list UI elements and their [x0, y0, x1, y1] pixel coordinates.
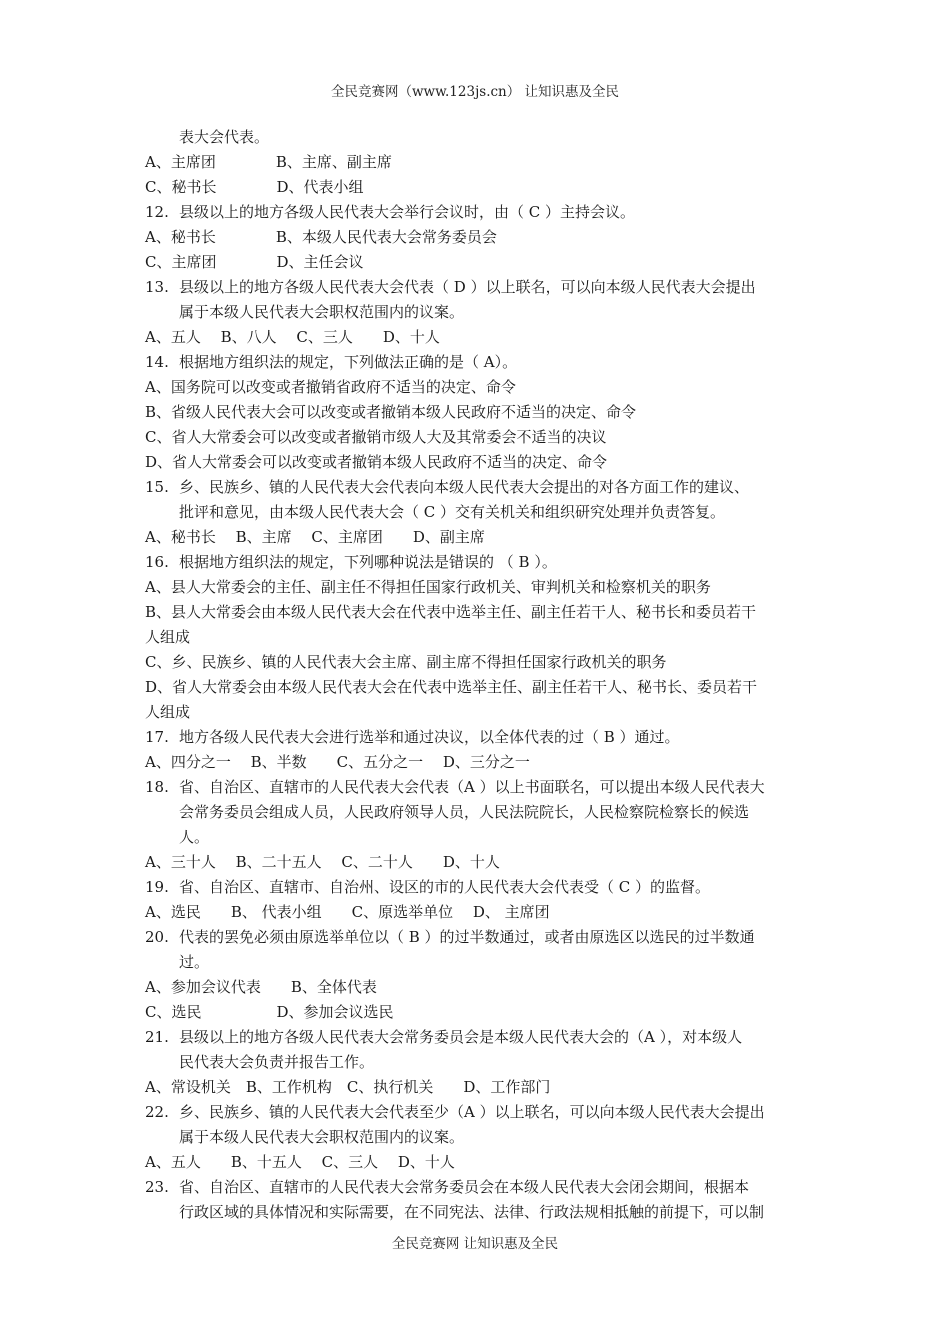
question-line — [145, 475, 815, 500]
question-text: 县级以上的地方各级人民代表大会代表（ D ）以上联名，可以向本级人民代表大会提出 — [179, 278, 756, 296]
question-continuation: 行政区域的具体情况和实际需要，在不同宪法、法律、行政法规相抵触的前提下，可以制 — [179, 1203, 765, 1221]
question-line — [145, 1175, 815, 1200]
question-number: 23. — [145, 1178, 169, 1196]
question-continuation: 民代表大会负责并报告工作。 — [179, 1053, 375, 1071]
option-line: A、参加会议代表 B、全体代表 — [145, 978, 377, 996]
question-number: 17. — [145, 728, 169, 746]
option-line: C、秘书长 D、代表小组 — [145, 178, 364, 196]
question-number: 16. — [145, 553, 169, 571]
question-number: 22. — [145, 1103, 169, 1121]
question-line — [145, 875, 815, 900]
question-continuation: 属于本级人民代表大会职权范围内的议案。 — [179, 1128, 465, 1146]
option-line: A、五人 B、十五人 C、三人 D、十人 — [145, 1153, 455, 1171]
question-continuation: 人。 — [179, 828, 210, 846]
option-line: D、省人大常委会由本级人民代表大会在代表中选举主任、副主任若干人、秘书长、委员若干 — [145, 678, 758, 696]
question-number: 20. — [145, 928, 169, 946]
page-header: 全民竞赛网（www.123js.cn） 让知识惠及全民 — [330, 84, 620, 100]
option-line: A、常设机关 B、工作机构 C、执行机关 D、工作部门 — [145, 1078, 551, 1096]
question-continuation: 属于本级人民代表大会职权范围内的议案。 — [179, 303, 465, 321]
question-line — [145, 350, 815, 375]
question-continuation: 批评和意见，由本级人民代表大会（ C ）交有关机关和组织研究处理并负责答复。 — [179, 503, 726, 521]
question-line — [145, 725, 815, 750]
option-line: C、乡、民族乡、镇的人民代表大会主席、副主席不得担任国家行政机关的职务 — [145, 653, 667, 671]
question-continuation: 表大会代表。 — [179, 128, 270, 146]
option-line: A、秘书长 B、本级人民代表大会常务委员会 — [145, 228, 497, 246]
option-line: C、主席团 D、主任会议 — [145, 253, 364, 271]
question-text: 根据地方组织法的规定，下列做法正确的是（ A）。 — [179, 353, 518, 371]
question-line — [145, 775, 815, 800]
option-line: D、省人大常委会可以改变或者撤销本级人民政府不适当的决定、命令 — [145, 453, 608, 471]
question-number: 13. — [145, 278, 169, 296]
option-line: A、国务院可以改变或者撤销省政府不适当的决定、命令 — [145, 378, 516, 396]
option-line: A、三十人 B、二十五人 C、二十人 D、十人 — [145, 853, 500, 871]
option-line: B、县人大常委会由本级人民代表大会在代表中选举主任、副主任若干人、秘书长和委员若干 — [145, 603, 757, 621]
question-number: 19. — [145, 878, 169, 896]
question-number: 14. — [145, 353, 169, 371]
option-line: A、县人大常委会的主任、副主任不得担任国家行政机关、审判机关和检察机关的职务 — [145, 578, 711, 596]
question-text: 代表的罢免必须由原选举单位以（ B ）的过半数通过，或者由原选区以选民的过半数通 — [179, 928, 755, 946]
question-number: 12. — [145, 203, 169, 221]
option-line: C、省人大常委会可以改变或者撤销市级人大及其常委会不适当的决议 — [145, 428, 607, 446]
question-list — [145, 125, 815, 1225]
question-line — [145, 550, 815, 575]
option-line: A、选民 B、 代表小组 C、原选举单位 D、 主席团 — [145, 903, 550, 921]
question-text: 根据地方组织法的规定，下列哪种说法是错误的 （ B ）。 — [179, 553, 557, 571]
question-text: 地方各级人民代表大会进行选举和通过决议，以全体代表的过（ B ）通过。 — [179, 728, 680, 746]
question-line — [145, 925, 815, 950]
option-line: A、秘书长 B、主席 C、主席团 D、副主席 — [145, 528, 485, 546]
option-line: A、四分之一 B、半数 C、五分之一 D、三分之一 — [145, 753, 530, 771]
option-line: B、省级人民代表大会可以改变或者撤销本级人民政府不适当的决定、命令 — [145, 403, 637, 421]
question-continuation: 会常务委员会组成人员，人民政府领导人员，人民法院院长，人民检察院检察长的候选 — [179, 803, 750, 821]
question-number: 21. — [145, 1028, 169, 1046]
question-line — [145, 200, 815, 225]
question-number: 15. — [145, 478, 169, 496]
question-line — [145, 275, 815, 300]
question-text: 乡、民族乡、镇的人民代表大会代表向本级人民代表大会提出的对各方面工作的建议、 — [179, 478, 750, 496]
question-number: 18. — [145, 778, 169, 796]
question-text: 县级以上的地方各级人民代表大会举行会议时，由（ C ）主持会议。 — [179, 203, 636, 221]
question-text: 县级以上的地方各级人民代表大会常务委员会是本级人民代表大会的（A ），对本级人 — [179, 1028, 743, 1046]
question-line — [145, 1100, 815, 1125]
option-line: A、主席团 B、主席、副主席 — [145, 153, 392, 171]
question-line — [145, 1025, 815, 1050]
option-line: 人组成 — [145, 703, 191, 721]
option-line: C、选民 D、参加会议选民 — [145, 1003, 394, 1021]
question-text: 省、自治区、直辖市、自治州、设区的市的人民代表大会代表受（ C ）的监督。 — [179, 878, 711, 896]
question-text: 省、自治区、直辖市的人民代表大会常务委员会在本级人民代表大会闭会期间，根据本 — [179, 1178, 750, 1196]
option-line: A、五人 B、八人 C、三人 D、十人 — [145, 328, 440, 346]
question-text: 省、自治区、直辖市的人民代表大会代表（A ）以上书面联名，可以提出本级人民代表大 — [179, 778, 765, 796]
question-text: 乡、民族乡、镇的人民代表大会代表至少（A ）以上联名，可以向本级人民代表大会提出 — [179, 1103, 765, 1121]
page-footer: 全民竞赛网 让知识惠及全民 — [391, 1236, 559, 1252]
option-line: 人组成 — [145, 628, 191, 646]
question-continuation: 过。 — [179, 953, 210, 971]
